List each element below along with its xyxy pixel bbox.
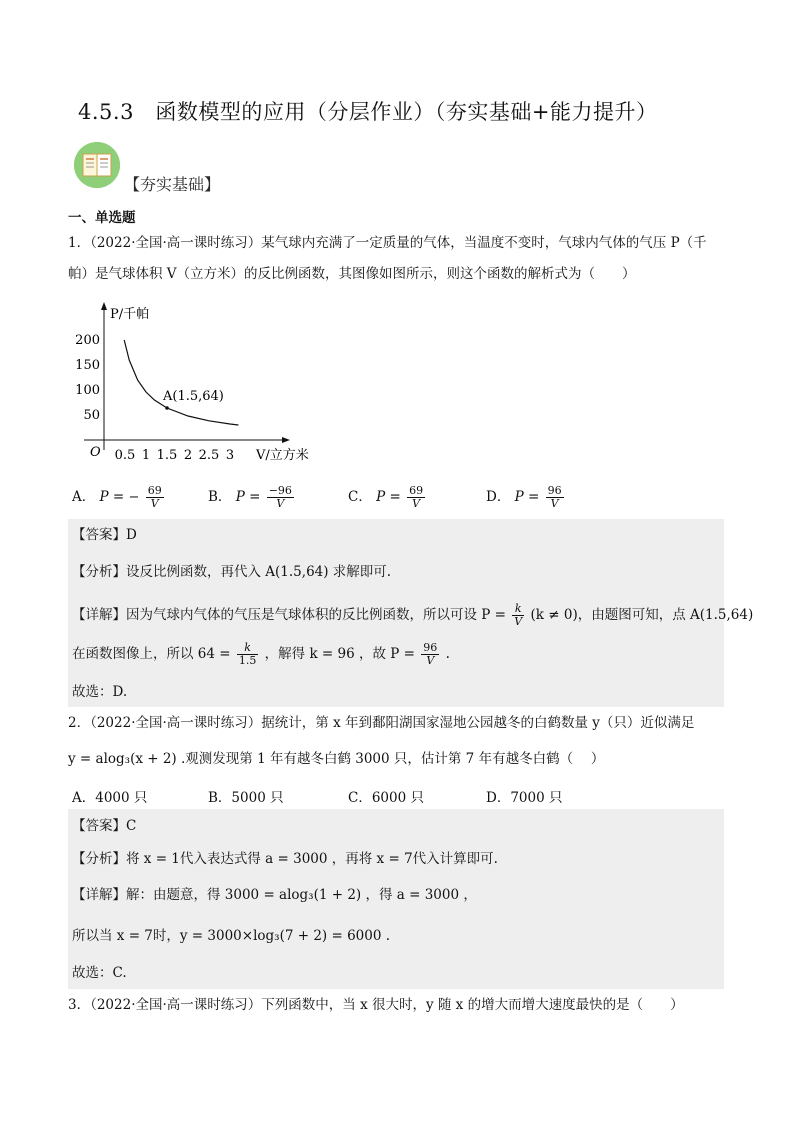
q2-option-c: C．6000 只	[348, 790, 424, 806]
subsection-heading: 一、单选题	[68, 210, 136, 226]
curve-line	[124, 340, 238, 425]
section-heading: 【夯实基础】	[124, 175, 221, 194]
q2-text-line1: 2．（2022·全国·高一课时练习）据统计，第 x 年到鄱阳湖国家湿地公园越冬的白鹤数量 y（只）近似满足	[68, 715, 695, 731]
y-tick-label: 200	[75, 333, 100, 348]
q1-option-c: C． P = $\frac{69}{V}$	[348, 484, 424, 510]
y-axis-arrow	[101, 302, 107, 310]
q2-detail-line2: 所以当 x = 7时，y = 3000×log₃(7 + 2) = 6000 .	[72, 928, 391, 944]
q2-text-line2: y = alog₃(x + 2) .观测发现第 1 年有越冬白鹤 3000 只，估计第 7 年有越冬白鹤（ ）	[68, 751, 605, 767]
q1-chart	[60, 300, 320, 470]
y-tick-label: 150	[75, 358, 100, 373]
x-tick-label: 2.5	[198, 448, 220, 463]
q2-option-a: A．4000 只	[72, 790, 148, 806]
x-tick-label: 3	[225, 448, 235, 463]
q1-answer: 【答案】D	[72, 527, 137, 543]
q2-option-b: B．5000 只	[208, 790, 284, 806]
x-axis-label: V/立方米	[256, 448, 309, 463]
q2-conclusion: 故选：C.	[72, 965, 127, 981]
q1-conclusion: 故选：D.	[72, 684, 128, 700]
x-tick-label: 0.5	[114, 448, 136, 463]
q1-text-line1: 1．（2022·全国·高一课时练习）某气球内充满了一定质量的气体，当温度不变时，气球内气体的气压 P（千	[68, 235, 707, 251]
q2-analysis: 【分析】将 x = 1代入表达式得 a = 3000 ，再将 x = 7代入计算即可.	[72, 851, 498, 867]
q2-detail-line1: 【详解】解：由题意，得 3000 = alog₃(1 + 2) ，得 a = 3000 ，	[72, 887, 477, 903]
q1-option-b: B． P = $\frac{-96}{V}$	[208, 484, 292, 510]
q1-detail-line2: 在函数图像上，所以 64 = $\frac{k}{1.5}$ ，解得 k = 96 ，故 P = $\frac{96}{V}$ .	[72, 641, 450, 667]
y-tick-label: 100	[75, 383, 100, 398]
x-axis-arrow	[282, 437, 290, 443]
q1-analysis: 【分析】设反比例函数，再代入 A(1.5,64) 求解即可.	[72, 564, 392, 580]
x-tick-label: 2	[183, 448, 193, 463]
q2-answer: 【答案】C	[72, 818, 137, 834]
q2-option-d: D．7000 只	[486, 790, 563, 806]
x-tick-label: 1	[141, 448, 151, 463]
q3-text-line1: 3．（2022·全国·高一课时练习）下列函数中，当 x 很大时，y 随 x 的增大而增大速度最快的是（ ）	[68, 997, 684, 1013]
point-a-label: A(1.5,64)	[163, 389, 224, 404]
q1-option-a: A． P = − $\frac{69}{V}$	[72, 484, 162, 510]
y-axis-label: P/千帕	[110, 307, 150, 322]
origin-label: O	[90, 445, 101, 460]
q1-detail-line1: 【详解】因为气球内气体的气压是气球体积的反比例函数，所以可设 P = $\frac{k}{V}$ (k ≠ 0)，由题图可知，点 A(1.5,64)	[72, 602, 754, 628]
book-icon	[74, 142, 120, 188]
page-title: 4.5.3 函数模型的应用（分层作业）（夯实基础+能力提升）	[78, 100, 658, 124]
q1-option-d: D． P = $\frac{96}{V}$	[486, 484, 562, 510]
y-tick-label: 50	[83, 408, 100, 423]
x-tick-label: 1.5	[156, 448, 178, 463]
q1-text-line2: 帕）是气球体积 V（立方米）的反比例函数，其图像如图所示，则这个函数的解析式为（ ）	[68, 266, 636, 282]
point-a	[165, 406, 169, 410]
